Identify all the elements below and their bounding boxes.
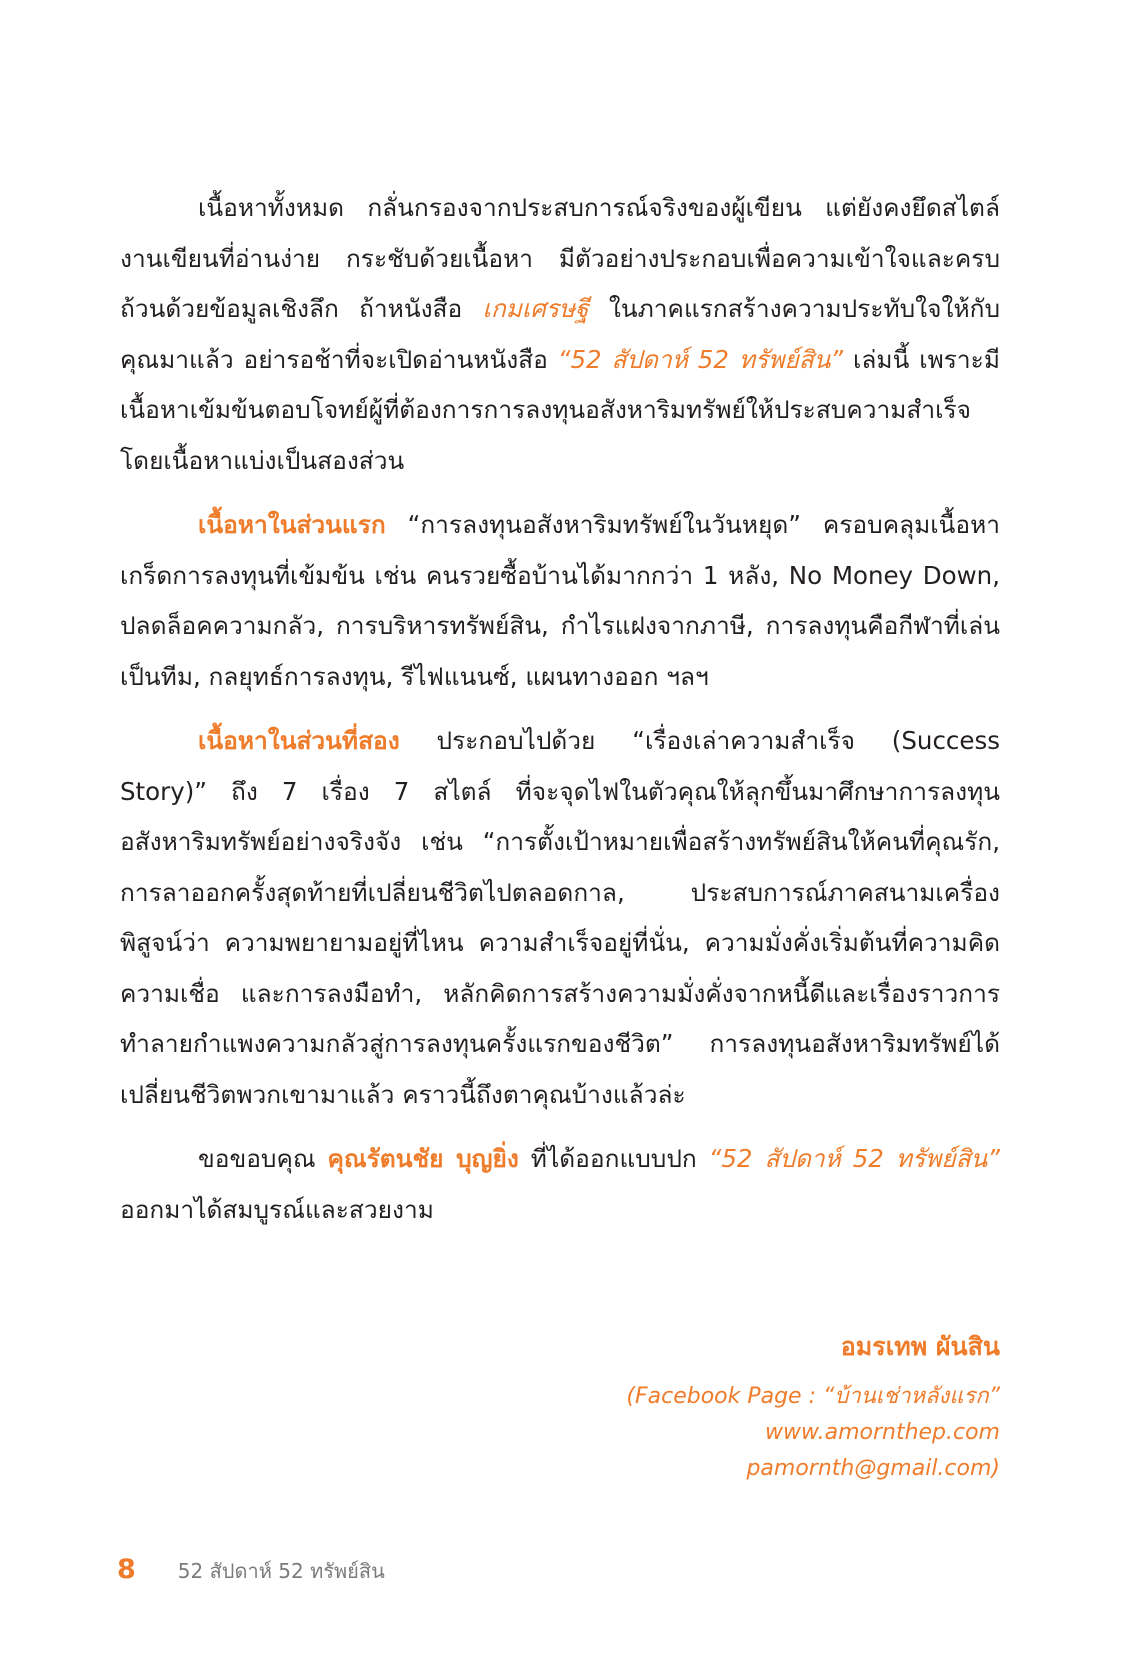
website-link[interactable]: www.amornthep.com xyxy=(765,1420,1000,1445)
part-two-text: ประกอบไปด้วย “เรื่องเล่าความสำเร็จ (Success Story)” ถึง 7 เรื่อง 7 สไตล์ ที่จะจุดไฟในตัวคุณให้ลุกขึ้นมาศึกษาการลงทุนอสังหาริมทรัพย์อย่างจริงจัง เช่น “การตั้งเป้าหมายเพื่อสร้างทรัพย์สินให้คนที่คุณรัก, การลาออกครั้งสุดท้ายที่เปลี่ยนชีวิตไปตลอดกาล, ประสบการณ์ภาคสนามเครื่องพิสูจน์ว่า ความพยายามอยู่ที่ไหน ความสำเร็จอยู่ที่นั่น, ความมั่งคั่งเริ่มต้นที่ความคิด ความเชื่อ และการลงมือทำ, หลักคิดการสร้างความมั่งคั่งจากหนี้ดีและเรื่องราวการทำลายกำแพงความกลัวสู่การลงทุนครั้งแรกของชีวิต” การลงทุนอสังหาริมทรัพย์ได้เปลี่ยนชีวิตพวกเขามาแล้ว คราวนี้ถึงตาคุณบ้างแล้วล่ะ xyxy=(120,726,1000,1109)
book-title-game: เกมเศรษฐี xyxy=(482,294,589,323)
thanks-text-3: ออกมาได้สมบูรณ์และสวยงาม xyxy=(120,1194,434,1224)
running-book-title: 52 สัปดาห์ 52 ทรัพย์สิน xyxy=(177,1559,385,1583)
intro-paragraph xyxy=(120,183,1000,486)
email-link[interactable]: pamornth@gmail.com) xyxy=(746,1456,1000,1481)
author-signature xyxy=(626,1325,1000,1487)
intro-text-3: เล่มนี้ เพราะมีเนื้อหาเข้มข้นตอบโจทย์ผู้ที่ต้องการการลงทุนอสังหาริมทรัพย์ให้ประสบความสำเร็จ โดยเนื้อหาแบ่งเป็นสองส่วน xyxy=(120,344,1000,475)
part-one-heading: เนื้อหาในส่วนแรก xyxy=(198,510,386,539)
part-two-paragraph xyxy=(120,716,1000,1120)
page-footer xyxy=(117,1554,385,1594)
facebook-page: (Facebook Page : “บ้านเช่าหลังแรก” xyxy=(626,1384,1000,1409)
author-name: อมรเทพ ผันสิน xyxy=(840,1332,1000,1361)
intro-text-1: เนื้อหาทั้งหมด กลั่นกรองจากประสบการณ์จริงของผู้เขียน แต่ยังคงยึดสไตล์งานเขียนที่อ่านง่าย กระชับด้วยเนื้อหา มีตัวอย่างประกอบเพื่อความเข้าใจและครบถ้วนด้วยข้อมูลเชิงลึก ถ้าหนังสือ xyxy=(120,193,1000,323)
part-one-paragraph xyxy=(120,500,1000,702)
thanks-paragraph xyxy=(120,1134,1000,1235)
part-two-heading: เนื้อหาในส่วนที่สอง xyxy=(198,726,400,755)
page-number: 8 xyxy=(117,1554,136,1585)
designer-name: คุณรัตนชัย บุญยิ่ง xyxy=(327,1144,519,1173)
thanks-text-1: ขอขอบคุณ xyxy=(198,1144,328,1173)
book-title-52-weeks: “52 สัปดาห์ 52 ทรัพย์สิน” xyxy=(557,344,844,374)
page-body xyxy=(120,183,1000,1249)
thanks-text-2: ที่ได้ออกแบบปก xyxy=(518,1144,709,1173)
part-one-text: “การลงทุนอสังหาริมทรัพย์ในวันหยุด” ครอบคลุมเนื้อหาเกร็ดการลงทุนที่เข้มข้น เช่น คนรวยซื้อบ้านได้มากกว่า 1 หลัง, No Money Down, ปลดล็อคความกลัว, การบริหารทรัพย์สิน, กำไรแฝงจากภาษี, การลงทุนคือกีฬาที่เล่นเป็นทีม, กลยุทธ์การลงทุน, รีไฟแนนซ์, แผนทางออก ฯลฯ xyxy=(120,510,1000,691)
thanks-book-title: “52 สัปดาห์ 52 ทรัพย์สิน” xyxy=(708,1144,1000,1173)
intro-text-2: ในภาคแรกสร้างความประทับใจให้กับคุณมาแล้ว อย่ารอช้าที่จะเปิดอ่านหนังสือ xyxy=(120,294,1001,374)
